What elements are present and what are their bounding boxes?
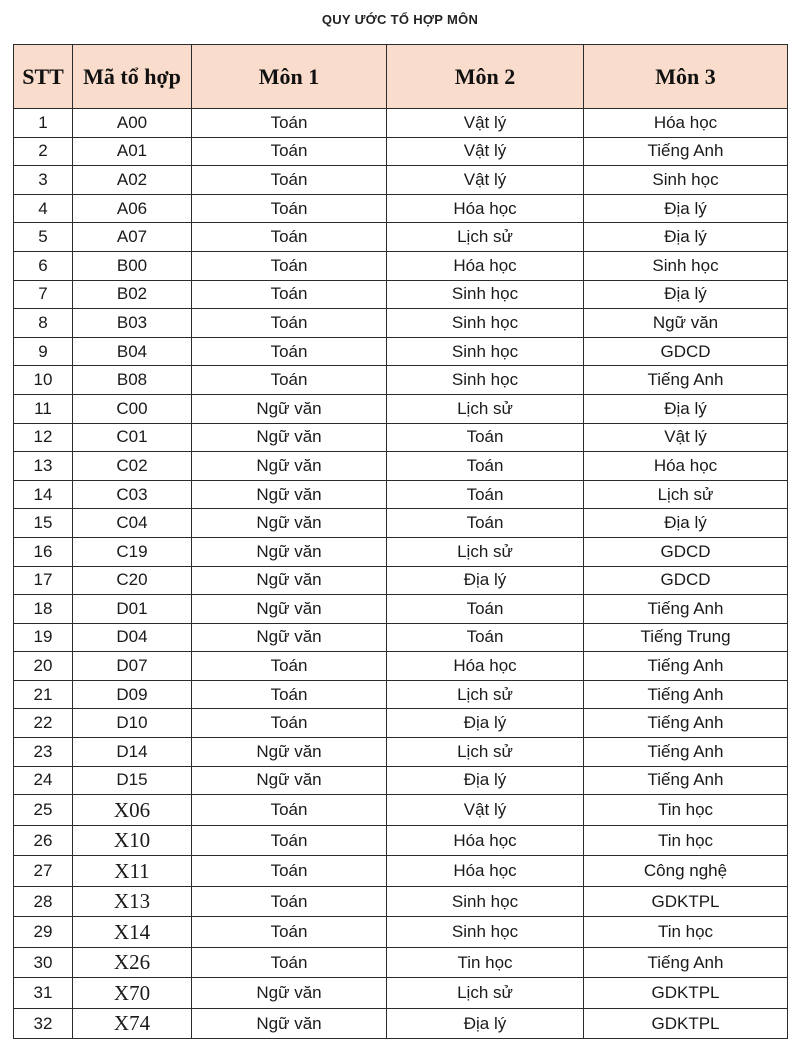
subject-1-cell: Toán bbox=[192, 223, 387, 252]
code-cell: X74 bbox=[73, 1008, 192, 1039]
subject-3-cell: GDCD bbox=[584, 337, 788, 366]
subject-2-cell: Sinh học bbox=[387, 366, 584, 395]
subject-3-cell: Địa lý bbox=[584, 394, 788, 423]
table-row bbox=[14, 366, 788, 395]
subject-1-cell: Toán bbox=[192, 137, 387, 166]
table-row bbox=[14, 825, 788, 856]
subject-1-cell: Toán bbox=[192, 795, 387, 826]
subject-2-cell: Sinh học bbox=[387, 337, 584, 366]
subject-3-cell: Địa lý bbox=[584, 223, 788, 252]
stt-cell: 26 bbox=[14, 825, 73, 856]
subject-2-cell: Lịch sử bbox=[387, 394, 584, 423]
code-cell: X26 bbox=[73, 947, 192, 978]
subject-1-cell: Toán bbox=[192, 856, 387, 887]
stt-cell: 32 bbox=[14, 1008, 73, 1039]
subject-2-cell: Lịch sử bbox=[387, 223, 584, 252]
stt-cell: 11 bbox=[14, 394, 73, 423]
code-cell: D10 bbox=[73, 709, 192, 738]
subject-1-cell: Toán bbox=[192, 109, 387, 138]
subject-1-cell: Ngữ văn bbox=[192, 394, 387, 423]
stt-cell: 14 bbox=[14, 480, 73, 509]
subject-2-cell: Vật lý bbox=[387, 109, 584, 138]
stt-cell: 1 bbox=[14, 109, 73, 138]
code-cell: D01 bbox=[73, 595, 192, 624]
subject-2-cell: Địa lý bbox=[387, 1008, 584, 1039]
table-row bbox=[14, 766, 788, 795]
subject-2-cell: Toán bbox=[387, 623, 584, 652]
subject-3-cell: Tiếng Anh bbox=[584, 947, 788, 978]
subject-1-cell: Toán bbox=[192, 709, 387, 738]
table-row bbox=[14, 917, 788, 948]
stt-cell: 10 bbox=[14, 366, 73, 395]
stt-cell: 22 bbox=[14, 709, 73, 738]
subject-1-cell: Ngữ văn bbox=[192, 595, 387, 624]
table-row bbox=[14, 978, 788, 1009]
subject-3-cell: Tiếng Anh bbox=[584, 709, 788, 738]
stt-cell: 5 bbox=[14, 223, 73, 252]
subject-2-cell: Toán bbox=[387, 595, 584, 624]
subject-1-cell: Toán bbox=[192, 947, 387, 978]
stt-cell: 28 bbox=[14, 886, 73, 917]
table-row bbox=[14, 280, 788, 309]
table-row bbox=[14, 595, 788, 624]
code-cell: B08 bbox=[73, 366, 192, 395]
subject-combination-table bbox=[13, 44, 788, 1039]
subject-1-cell: Ngữ văn bbox=[192, 537, 387, 566]
subject-3-cell: Tiếng Trung bbox=[584, 623, 788, 652]
header-subject-3: Môn 3 bbox=[584, 45, 788, 109]
subject-1-cell: Toán bbox=[192, 825, 387, 856]
table-row bbox=[14, 423, 788, 452]
stt-cell: 25 bbox=[14, 795, 73, 826]
header-stt: STT bbox=[14, 45, 73, 109]
table-row bbox=[14, 566, 788, 595]
code-cell: D04 bbox=[73, 623, 192, 652]
code-cell: A06 bbox=[73, 194, 192, 223]
subject-3-cell: Tiếng Anh bbox=[584, 595, 788, 624]
code-cell: C02 bbox=[73, 452, 192, 481]
table-row bbox=[14, 309, 788, 338]
code-cell: B00 bbox=[73, 251, 192, 280]
subject-3-cell: Địa lý bbox=[584, 194, 788, 223]
subject-2-cell: Toán bbox=[387, 452, 584, 481]
subject-3-cell: Lịch sử bbox=[584, 480, 788, 509]
table-row bbox=[14, 652, 788, 681]
stt-cell: 17 bbox=[14, 566, 73, 595]
stt-cell: 6 bbox=[14, 251, 73, 280]
subject-3-cell: GDKTPL bbox=[584, 1008, 788, 1039]
code-cell: A02 bbox=[73, 166, 192, 195]
table-header-row bbox=[14, 45, 788, 109]
code-cell: C04 bbox=[73, 509, 192, 538]
subject-2-cell: Toán bbox=[387, 509, 584, 538]
code-cell: C01 bbox=[73, 423, 192, 452]
code-cell: X70 bbox=[73, 978, 192, 1009]
table-row bbox=[14, 680, 788, 709]
subject-1-cell: Ngữ văn bbox=[192, 509, 387, 538]
subject-2-cell: Địa lý bbox=[387, 566, 584, 595]
table-row bbox=[14, 1008, 788, 1039]
code-cell: D15 bbox=[73, 766, 192, 795]
subject-3-cell: Tin học bbox=[584, 825, 788, 856]
subject-1-cell: Toán bbox=[192, 652, 387, 681]
subject-2-cell: Lịch sử bbox=[387, 537, 584, 566]
code-cell: C20 bbox=[73, 566, 192, 595]
table-row bbox=[14, 886, 788, 917]
subject-3-cell: Hóa học bbox=[584, 452, 788, 481]
header-code: Mã tổ hợp bbox=[73, 45, 192, 109]
subject-2-cell: Lịch sử bbox=[387, 738, 584, 767]
subject-1-cell: Ngữ văn bbox=[192, 452, 387, 481]
code-cell: A00 bbox=[73, 109, 192, 138]
table-row bbox=[14, 394, 788, 423]
subject-3-cell: Ngữ văn bbox=[584, 309, 788, 338]
subject-2-cell: Sinh học bbox=[387, 917, 584, 948]
stt-cell: 7 bbox=[14, 280, 73, 309]
subject-1-cell: Ngữ văn bbox=[192, 1008, 387, 1039]
subject-3-cell: Sinh học bbox=[584, 166, 788, 195]
subject-3-cell: GDCD bbox=[584, 537, 788, 566]
table-row bbox=[14, 795, 788, 826]
subject-1-cell: Toán bbox=[192, 194, 387, 223]
table-row bbox=[14, 709, 788, 738]
subject-1-cell: Toán bbox=[192, 309, 387, 338]
table-row bbox=[14, 251, 788, 280]
subject-3-cell: Vật lý bbox=[584, 423, 788, 452]
subject-3-cell: GDKTPL bbox=[584, 886, 788, 917]
code-cell: A01 bbox=[73, 137, 192, 166]
subject-2-cell: Sinh học bbox=[387, 309, 584, 338]
subject-1-cell: Ngữ văn bbox=[192, 623, 387, 652]
subject-2-cell: Địa lý bbox=[387, 766, 584, 795]
table-row bbox=[14, 947, 788, 978]
code-cell: X11 bbox=[73, 856, 192, 887]
code-cell: D07 bbox=[73, 652, 192, 681]
subject-1-cell: Toán bbox=[192, 917, 387, 948]
subject-1-cell: Ngữ văn bbox=[192, 423, 387, 452]
code-cell: X10 bbox=[73, 825, 192, 856]
stt-cell: 15 bbox=[14, 509, 73, 538]
subject-3-cell: Tiếng Anh bbox=[584, 137, 788, 166]
subject-3-cell: Tiếng Anh bbox=[584, 766, 788, 795]
code-cell: C19 bbox=[73, 537, 192, 566]
page-title: QUY ƯỚC TỔ HỢP MÔN bbox=[321, 12, 479, 27]
stt-cell: 23 bbox=[14, 738, 73, 767]
subject-1-cell: Toán bbox=[192, 166, 387, 195]
stt-cell: 20 bbox=[14, 652, 73, 681]
table-row bbox=[14, 537, 788, 566]
table-row bbox=[14, 509, 788, 538]
code-cell: X13 bbox=[73, 886, 192, 917]
subject-3-cell: Tin học bbox=[584, 795, 788, 826]
stt-cell: 4 bbox=[14, 194, 73, 223]
table-row bbox=[14, 166, 788, 195]
code-cell: C00 bbox=[73, 394, 192, 423]
code-cell: B02 bbox=[73, 280, 192, 309]
subject-1-cell: Ngữ văn bbox=[192, 766, 387, 795]
subject-2-cell: Hóa học bbox=[387, 825, 584, 856]
table-row bbox=[14, 337, 788, 366]
subject-3-cell: Địa lý bbox=[584, 509, 788, 538]
subject-3-cell: Công nghệ bbox=[584, 856, 788, 887]
stt-cell: 3 bbox=[14, 166, 73, 195]
subject-3-cell: GDCD bbox=[584, 566, 788, 595]
subject-1-cell: Ngữ văn bbox=[192, 978, 387, 1009]
stt-cell: 24 bbox=[14, 766, 73, 795]
table-row bbox=[14, 223, 788, 252]
table-row bbox=[14, 137, 788, 166]
subject-3-cell: Tin học bbox=[584, 917, 788, 948]
subject-2-cell: Sinh học bbox=[387, 280, 584, 309]
stt-cell: 19 bbox=[14, 623, 73, 652]
subject-3-cell: Tiếng Anh bbox=[584, 652, 788, 681]
code-cell: A07 bbox=[73, 223, 192, 252]
subject-2-cell: Toán bbox=[387, 423, 584, 452]
subject-1-cell: Ngữ văn bbox=[192, 738, 387, 767]
table-row bbox=[14, 856, 788, 887]
subject-2-cell: Tin học bbox=[387, 947, 584, 978]
subject-2-cell: Vật lý bbox=[387, 137, 584, 166]
subject-3-cell: Hóa học bbox=[584, 109, 788, 138]
stt-cell: 9 bbox=[14, 337, 73, 366]
stt-cell: 31 bbox=[14, 978, 73, 1009]
subject-1-cell: Toán bbox=[192, 366, 387, 395]
subject-2-cell: Hóa học bbox=[387, 652, 584, 681]
stt-cell: 21 bbox=[14, 680, 73, 709]
table-row bbox=[14, 480, 788, 509]
subject-1-cell: Ngữ văn bbox=[192, 480, 387, 509]
stt-cell: 30 bbox=[14, 947, 73, 978]
subject-1-cell: Toán bbox=[192, 886, 387, 917]
subject-2-cell: Hóa học bbox=[387, 194, 584, 223]
subject-3-cell: Tiếng Anh bbox=[584, 366, 788, 395]
table-row bbox=[14, 738, 788, 767]
code-cell: B03 bbox=[73, 309, 192, 338]
stt-cell: 27 bbox=[14, 856, 73, 887]
subject-2-cell: Vật lý bbox=[387, 166, 584, 195]
code-cell: B04 bbox=[73, 337, 192, 366]
subject-1-cell: Toán bbox=[192, 280, 387, 309]
subject-3-cell: Địa lý bbox=[584, 280, 788, 309]
subject-2-cell: Lịch sử bbox=[387, 680, 584, 709]
stt-cell: 12 bbox=[14, 423, 73, 452]
subject-3-cell: Tiếng Anh bbox=[584, 738, 788, 767]
table-row bbox=[14, 452, 788, 481]
subject-2-cell: Vật lý bbox=[387, 795, 584, 826]
subject-2-cell: Hóa học bbox=[387, 856, 584, 887]
code-cell: X06 bbox=[73, 795, 192, 826]
subject-2-cell: Sinh học bbox=[387, 886, 584, 917]
subject-2-cell: Lịch sử bbox=[387, 978, 584, 1009]
stt-cell: 16 bbox=[14, 537, 73, 566]
table-body bbox=[14, 109, 788, 1039]
stt-cell: 2 bbox=[14, 137, 73, 166]
stt-cell: 29 bbox=[14, 917, 73, 948]
table-row bbox=[14, 194, 788, 223]
subject-1-cell: Ngữ văn bbox=[192, 566, 387, 595]
subject-2-cell: Địa lý bbox=[387, 709, 584, 738]
subject-3-cell: Sinh học bbox=[584, 251, 788, 280]
stt-cell: 18 bbox=[14, 595, 73, 624]
code-cell: D14 bbox=[73, 738, 192, 767]
code-cell: D09 bbox=[73, 680, 192, 709]
header-subject-1: Môn 1 bbox=[192, 45, 387, 109]
table-row bbox=[14, 109, 788, 138]
subject-1-cell: Toán bbox=[192, 251, 387, 280]
subject-2-cell: Toán bbox=[387, 480, 584, 509]
subject-3-cell: Tiếng Anh bbox=[584, 680, 788, 709]
subject-1-cell: Toán bbox=[192, 680, 387, 709]
subject-1-cell: Toán bbox=[192, 337, 387, 366]
subject-3-cell: GDKTPL bbox=[584, 978, 788, 1009]
code-cell: C03 bbox=[73, 480, 192, 509]
stt-cell: 8 bbox=[14, 309, 73, 338]
table-row bbox=[14, 623, 788, 652]
subject-2-cell: Hóa học bbox=[387, 251, 584, 280]
code-cell: X14 bbox=[73, 917, 192, 948]
stt-cell: 13 bbox=[14, 452, 73, 481]
header-subject-2: Môn 2 bbox=[387, 45, 584, 109]
